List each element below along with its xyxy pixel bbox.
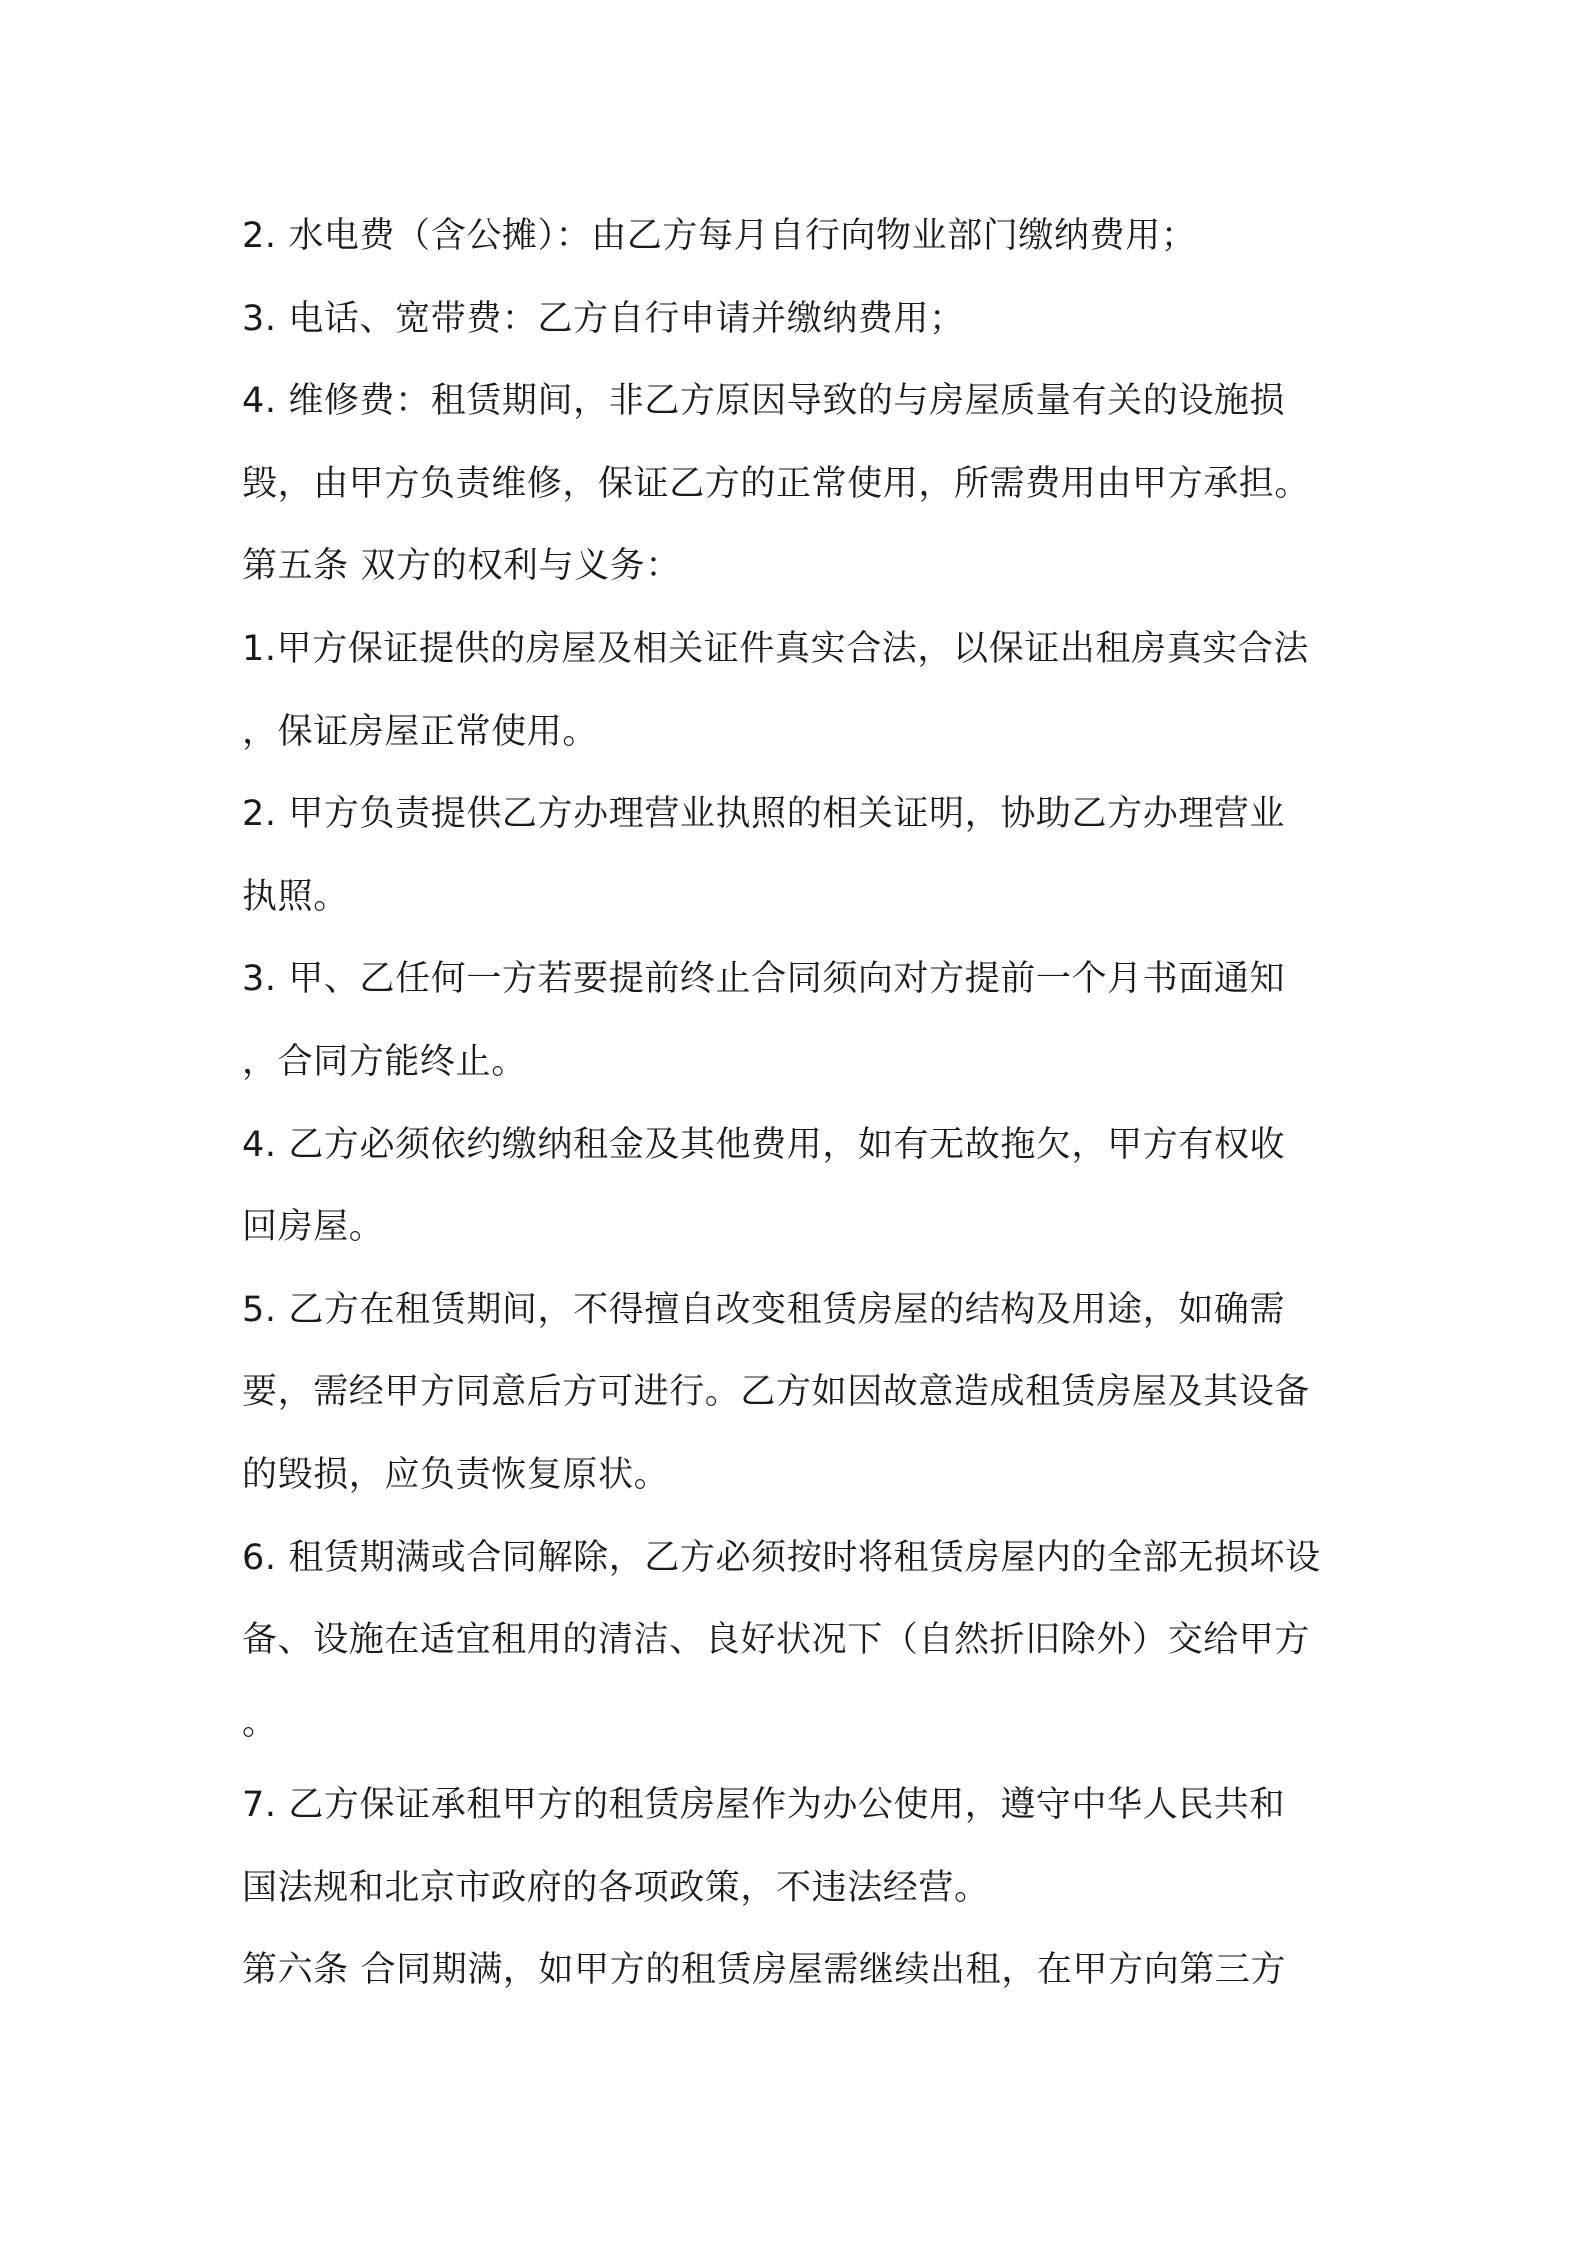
document-body xyxy=(242,195,1362,2012)
text-line: 的毁损，应负责恢复原状。 xyxy=(242,1454,670,1495)
text-line: ，保证房屋正常使用。 xyxy=(242,711,599,752)
text-line: 执照。 xyxy=(242,876,349,917)
text-line: 1.甲方保证提供的房屋及相关证件真实合法，以保证出租房真实合法 xyxy=(242,628,1309,669)
text-line: 备、设施在适宜租用的清洁、良好状况下（自然折旧除外）交给甲方 xyxy=(242,1620,1311,1661)
text-line: 2. 甲方负责提供乙方办理营业执照的相关证明，协助乙方办理营业 xyxy=(242,794,1286,835)
text-line: 4. 乙方必须依约缴纳租金及其他费用，如有无故拖欠，甲方有权收 xyxy=(242,1124,1286,1165)
text-line: ，合同方能终止。 xyxy=(242,1041,527,1082)
text-line: 毁，由甲方负责维修，保证乙方的正常使用，所需费用由甲方承担。 xyxy=(242,463,1311,504)
text-line: 国法规和北京市政府的各项政策，不违法经营。 xyxy=(242,1867,990,1908)
text-line: 回房屋。 xyxy=(242,1207,385,1248)
text-line: 2. 水电费（含公摊）：由乙方每月自行向物业部门缴纳费用； xyxy=(242,216,1197,256)
text-line: 3. 电话、宽带费：乙方自行申请并缴纳费用； xyxy=(242,298,965,339)
text-line: 要，需经甲方同意后方可进行。乙方如因故意造成租赁房屋及其设备 xyxy=(242,1372,1311,1413)
text-line: 5. 乙方在租赁期间，不得擅自改变租赁房屋的结构及用途，如确需 xyxy=(242,1289,1286,1330)
text-line: 4. 维修费：租赁期间，非乙方原因导致的与房屋质量有关的设施损 xyxy=(242,381,1286,422)
text-line: 7. 乙方保证承租甲方的租赁房屋作为办公使用，遵守中华人民共和 xyxy=(242,1785,1286,1826)
section-heading: 第六条 合同期满，如甲方的租赁房屋需继续出租，在甲方向第三方 xyxy=(242,1950,1287,1991)
text-line: 3. 甲、乙任何一方若要提前终止合同须向对方提前一个月书面通知 xyxy=(242,959,1286,1000)
text-line: 6. 租赁期满或合同解除，乙方必须按时将租赁房屋内的全部无损坏设 xyxy=(242,1537,1321,1578)
text-line: 。 xyxy=(242,1702,278,1743)
section-heading: 第五条 双方的权利与义务： xyxy=(242,546,681,587)
